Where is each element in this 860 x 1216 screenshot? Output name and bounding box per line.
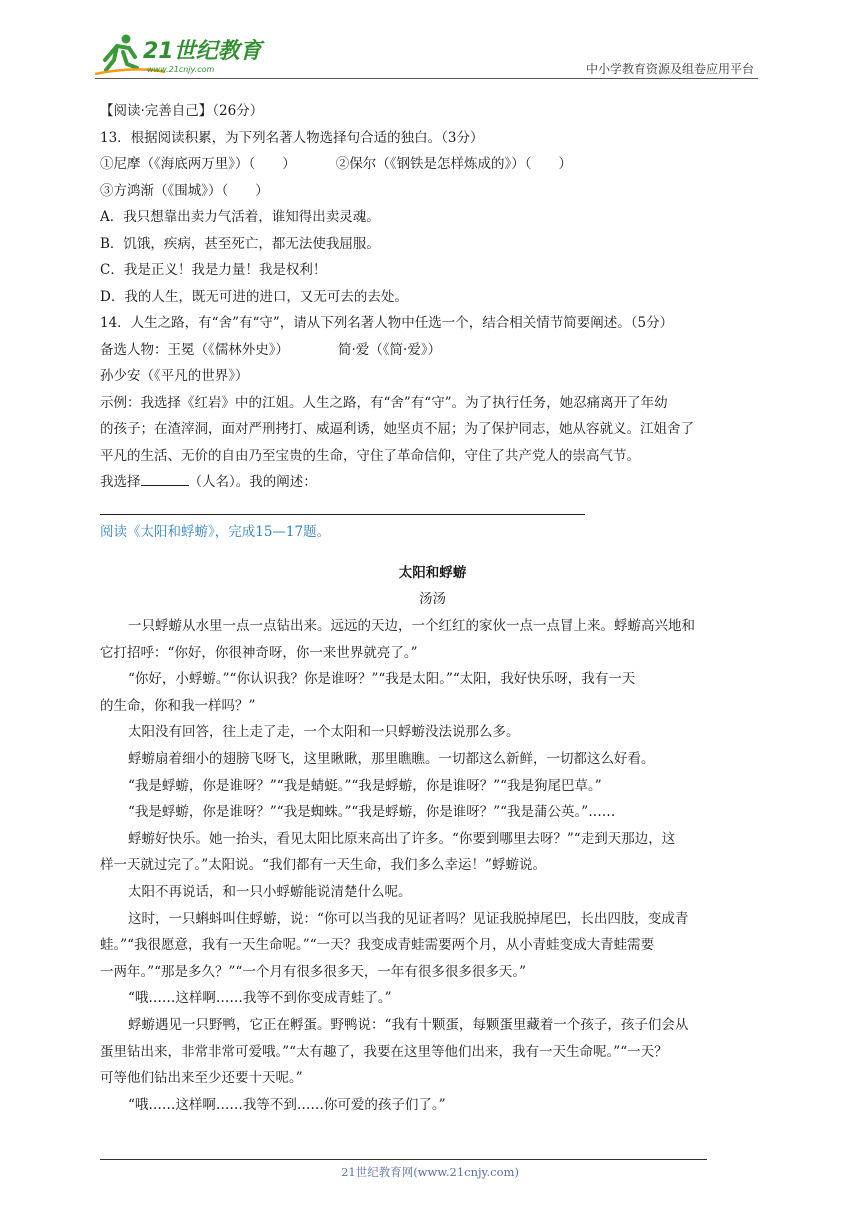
story-paragraph xyxy=(100,985,765,1012)
q13-item-1: ①尼摩（《海底两万里》）（ ） xyxy=(100,156,296,172)
story-line: 一只蜉蝣从水里一点一点钻出来。远远的天边，一个红红的家伙一点一点冒上来。蜉蝣高兴地和 xyxy=(128,618,695,634)
story-line: “哦……这样啊……我等不到你变成青蛙了。” xyxy=(128,990,392,1007)
footer-divider xyxy=(100,1159,707,1160)
q14-candidate-3: 孙少安（《平凡的世界》） xyxy=(100,368,249,384)
story-section xyxy=(100,560,765,1118)
story-line: 可等他们钻出来至少还要十天呢。” xyxy=(100,1070,303,1087)
story-line: 蜉蝣扇着细小的翅膀飞呀飞，这里瞅瞅，那里瞧瞧。一切都这么新鲜，一切都这么好看。 xyxy=(128,750,655,767)
q14-example-line: 示例：我选择《红岩》中的江姐。人生之路，有“舍”有“守”。为了执行任务，她忍痛离开了年幼 xyxy=(100,394,668,411)
name-blank[interactable] xyxy=(141,471,189,486)
story-line: 它打招呼：“你好，你很神奇呀，你一来世界就亮了。” xyxy=(100,644,418,661)
q13-item-2: ②保尔（《钢铁是怎样炼成的》）（ ） xyxy=(335,156,572,172)
story-paragraph xyxy=(100,613,765,666)
story-line: 太阳不再说话，和一只小蜉蝣能说清楚什么呢。 xyxy=(128,883,412,900)
story-paragraph xyxy=(100,1092,765,1119)
story-line: 蛙。”“我很愿意，我有一天生命呢。”“一天？我变成青蛙需要两个月，从小青蛙变成大青蛙需要 xyxy=(100,937,655,954)
story-line: 这时，一只蝌蚪叫住蜉蝣，说：“你可以当我的见证者吗？见证我脱掉尾巴，长出四肢，变成青 xyxy=(128,910,689,927)
story-line: “我是蜉蝣，你是谁呀？”“我是蜻蜓。”“我是蜉蝣，你是谁呀？”“我是狗尾巴草。” xyxy=(128,777,602,794)
q14-candidate-1: 备选人物：王冕（《儒林外史》） xyxy=(100,341,289,358)
story-paragraph xyxy=(100,1012,765,1092)
story-line: 蜉蝣好快乐。她一抬头，看见太阳比原来高出了许多。“你要到哪里去呀？”“走到天那边，这 xyxy=(128,830,676,847)
story-paragraph xyxy=(100,906,765,986)
logo-brand-text: 21世纪教育 xyxy=(143,39,262,64)
q14-candidates-row xyxy=(100,337,765,364)
q14-answer-prompt xyxy=(100,469,765,496)
q13-item-3: ③方鸿渐（《围城》）（ ） xyxy=(100,182,269,199)
q14-example-line: 平凡的生活、无价的自由乃至宝贵的生命，守住了革命信仰，守住了共产党人的崇高气节。 xyxy=(100,447,640,464)
logo-url-text: www.21cnjy.com xyxy=(147,65,215,74)
q13-items-row xyxy=(100,151,765,178)
answer-prefix: 我选择 xyxy=(100,474,141,490)
story-paragraph xyxy=(100,773,765,800)
q13-option-c: C．我是正义！我是力量！我是权利！ xyxy=(100,262,327,278)
page-header xyxy=(95,30,758,79)
q14-example-line: 的孩子；在渣滓洞，面对严刑拷打、威逼利诱，她坚贞不屈；为了保护同志，她从容就义。江姐舍了 xyxy=(100,421,694,437)
story-line: 蛋里钻出来，非常非常可爱哦。”“太有趣了，我要在这里等他们出来，我有一天生命呢。”“一天？ xyxy=(100,1043,668,1060)
site-logo xyxy=(95,30,265,78)
story-author: 汤汤 xyxy=(419,591,446,607)
section-title: 【阅读·完善自己】（26分） xyxy=(100,103,264,119)
story-line: 太阳没有回答，往上走了走，一个太阳和一只蜉蝣没法说那么多。 xyxy=(128,724,520,741)
story-line: “我是蜉蝣，你是谁呀？”“我是蜘蛛。”“我是蜉蝣，你是谁呀？”“我是蒲公英。”…… xyxy=(128,804,616,821)
platform-name: 中小学教育资源及组卷应用平台 xyxy=(585,62,754,76)
story-line: 样一天就过完了。”太阳说。“我们都有一天生命，我们多么幸运！”蜉蝣说。 xyxy=(100,857,546,874)
story-line: 的生命，你和我一样吗？” xyxy=(100,697,256,714)
story-paragraph xyxy=(100,719,765,746)
q13-option-a: A．我只想靠出卖力气活着，谁知得出卖灵魂。 xyxy=(100,209,380,225)
q13-stem: 13．根据阅读积累，为下列名著人物选择句合适的独白。（3分） xyxy=(100,129,484,146)
story-paragraph xyxy=(100,746,765,773)
story-paragraph xyxy=(100,826,765,879)
q13-option-d: D．我的人生，既无可进的进口，又无可去的去处。 xyxy=(100,288,408,305)
footer-text: 21世纪教育网(www.21cnjy.com) xyxy=(341,1165,519,1179)
story-line: “哦……这样啊……我等不到……你可爱的孩子们了。” xyxy=(128,1096,446,1113)
questions-section xyxy=(100,98,765,545)
q14-stem: 14．人生之路，有“舍”有“守”，请从下列名著人物中任选一个，结合相关情节简要阐述。（5分） xyxy=(100,315,674,331)
story-body xyxy=(100,613,765,1118)
story-paragraph xyxy=(100,799,765,826)
answer-suffix: （人名）。我的阐述： xyxy=(188,474,317,490)
story-line: 一两年。”“那是多久？”“一个月有很多很多天，一年有很多很多很多天。” xyxy=(100,963,527,980)
reading-instruction: 阅读《太阳和蜉蝣》，完成15—17题。 xyxy=(100,523,331,540)
q14-candidate-2: 简·爱（《简·爱》） xyxy=(338,341,442,358)
story-line: “你好，小蜉蝣。”“你认识我？你是谁呀？”“我是太阳。”“太阳，我好快乐呀，我有一天 xyxy=(128,671,636,688)
story-paragraph xyxy=(100,666,765,719)
story-paragraph xyxy=(100,879,765,906)
story-line: 蜉蝣遇见一只野鸭，它正在孵蛋。野鸭说：“我有十颗蛋，每颗蛋里藏着一个孩子，孩子们会从 xyxy=(128,1016,689,1033)
answer-line[interactable] xyxy=(100,504,585,515)
story-title: 太阳和蜉蝣 xyxy=(398,565,467,581)
q13-option-b: B．饥饿，疾病，甚至死亡，都无法使我屈服。 xyxy=(100,235,380,252)
